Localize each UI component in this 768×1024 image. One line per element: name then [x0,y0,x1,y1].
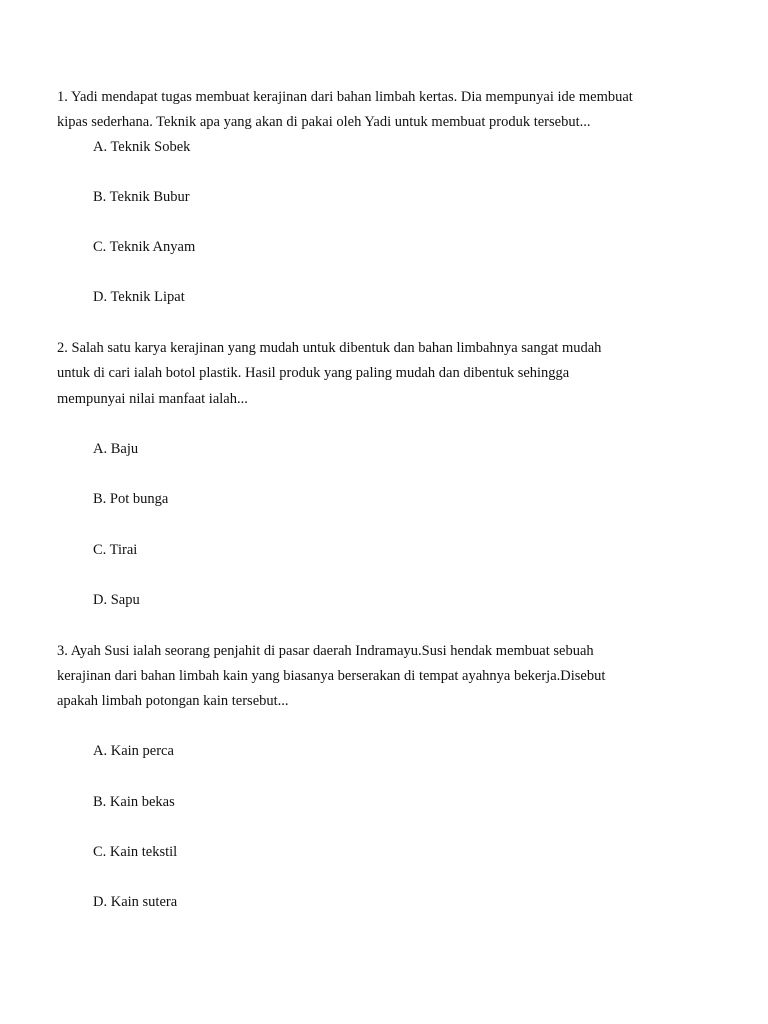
question-2-option-d: D. Sapu [93,592,140,608]
question-1-option-c: C. Teknik Anyam [93,239,196,255]
question-2-option-a: A. Baju [93,441,139,457]
question-3-option-a: A. Kain perca [93,743,174,759]
question-1-option-a: A. Teknik Sobek [93,139,191,155]
question-3-text-line-1: 3. Ayah Susi ialah seorang penjahit di pasar daerah Indramayu.Susi hendak membuat sebuah [57,643,594,659]
question-2-text-line-2: untuk di cari ialah botol plastik. Hasil produk yang paling mudah dan dibentuk sehingga [57,365,570,381]
question-2-text-line-3: mempunyai nilai manfaat ialah... [57,391,248,407]
question-3-text-line-3: apakah limbah potongan kain tersebut... [57,693,289,709]
question-2-text-line-1: 2. Salah satu karya kerajinan yang mudah untuk dibentuk dan bahan limbahnya sangat mudah [57,340,602,356]
question-3-option-b: B. Kain bekas [93,794,175,810]
question-2-option-c: C. Tirai [93,542,138,558]
question-2-option-b: B. Pot bunga [93,491,169,507]
question-3-option-d: D. Kain sutera [93,894,178,910]
question-1-option-d: D. Teknik Lipat [93,289,185,305]
question-1-text-line-2: kipas sederhana. Teknik apa yang akan di pakai oleh Yadi untuk membuat produk tersebut... [57,114,591,130]
question-3-text-line-2: kerajinan dari bahan limbah kain yang biasanya berserakan di tempat ayahnya bekerja.Disebut [57,668,606,684]
question-3-option-c: C. Kain tekstil [93,844,178,860]
question-1-text-line-1: 1. Yadi mendapat tugas membuat kerajinan dari bahan limbah kertas. Dia mempunyai ide membuat [57,89,633,105]
question-1-option-b: B. Teknik Bubur [93,189,190,205]
